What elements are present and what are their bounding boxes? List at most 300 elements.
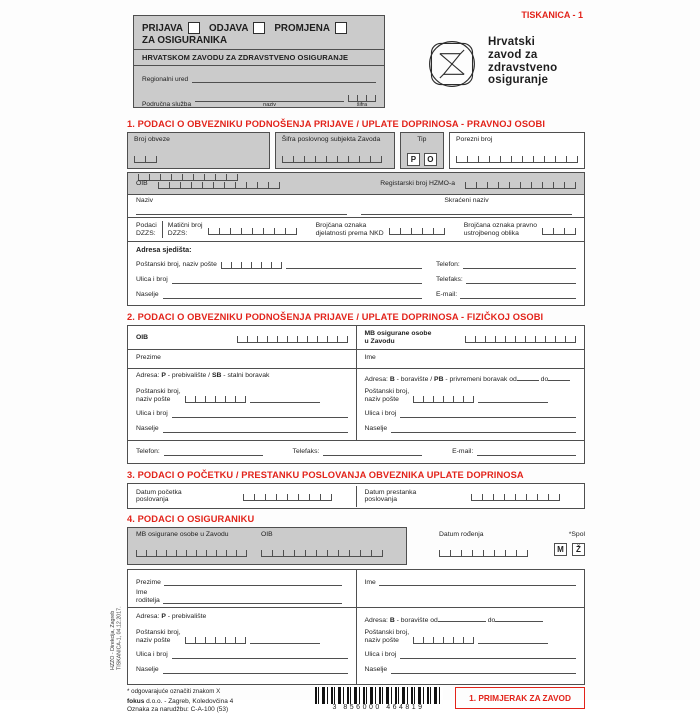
ime-label: Ime	[357, 350, 585, 369]
form-body	[127, 119, 585, 713]
comb-cell	[146, 550, 156, 556]
comb-cell	[226, 550, 236, 556]
ime-roditelja-line2: roditelja	[136, 597, 160, 604]
mb-line1: MB osigurane osobe	[365, 330, 432, 337]
comb-cell	[465, 182, 476, 188]
comb-cell	[257, 336, 267, 342]
comb-cell	[191, 182, 202, 188]
email-field[interactable]	[477, 446, 576, 456]
datum-pocetka-line1: Datum početka	[136, 489, 182, 496]
naselje-field[interactable]	[163, 289, 422, 299]
tip-box	[400, 132, 444, 169]
comb-cell	[235, 182, 246, 188]
for-insured-label: ZA OSIGURANIKA	[142, 35, 376, 46]
comb-cell	[215, 396, 225, 402]
oib-comb[interactable]	[261, 547, 383, 557]
telefaks-label: Telefaks:	[436, 276, 463, 284]
comb-cell	[285, 228, 297, 234]
comb-cell	[515, 494, 526, 500]
comb-cell	[237, 336, 247, 342]
regional-office-field[interactable]	[192, 73, 376, 83]
text-segment: P	[161, 372, 166, 379]
comb-cell	[241, 262, 251, 268]
postal-comb[interactable]	[185, 634, 246, 644]
datum-prestanka-label	[365, 489, 417, 504]
podaci-dzzs-label	[136, 221, 163, 238]
comb-cell	[216, 550, 226, 556]
ulica-label: Ulica i broj	[136, 410, 168, 418]
comb-cell	[548, 494, 560, 500]
adresa-sjedista-title: Adresa sjedišta:	[136, 246, 576, 254]
telefaks-label: Telefaks:	[293, 448, 320, 456]
text-segment: P	[161, 613, 166, 620]
branch-code-comb[interactable]	[348, 92, 376, 102]
comb-cell	[297, 336, 307, 342]
mb-comb[interactable]	[136, 547, 247, 557]
telefaks-field[interactable]	[323, 446, 422, 456]
text-segment: - prebivalište	[166, 613, 206, 620]
adresa-b-line	[365, 372, 577, 386]
prijava-label: PRIJAVA	[142, 23, 183, 34]
skraceni-naziv-field[interactable]	[361, 205, 572, 215]
ulica-field[interactable]	[400, 649, 576, 659]
text-segment: do	[539, 376, 548, 383]
comb-cell	[206, 550, 216, 556]
regional-office-label: Regionalni ured	[142, 76, 188, 83]
postal-label	[136, 388, 181, 403]
comb-cell	[230, 228, 241, 234]
comb-cell	[526, 494, 537, 500]
footnote: * odgovarajuće označiti znakom X	[127, 688, 302, 695]
comb-cell	[366, 95, 376, 101]
nkd-comb[interactable]	[389, 225, 445, 235]
hzzo-logo	[424, 36, 557, 92]
text-segment: - privremeni boravak od	[443, 376, 516, 383]
postal-label	[365, 388, 410, 403]
comb-cell	[463, 396, 474, 402]
datum-pocetka-comb[interactable]	[243, 491, 332, 501]
broj-obveze-box	[127, 132, 270, 169]
branch-name-caption: naziv	[195, 102, 344, 108]
email-field[interactable]	[460, 289, 576, 299]
comb-cell	[252, 228, 263, 234]
footer	[127, 687, 585, 713]
section3-panel	[127, 483, 585, 509]
comb-cell	[370, 156, 382, 162]
comb-cell	[241, 228, 252, 234]
telefaks-field[interactable]	[466, 274, 576, 284]
comb-cell	[545, 336, 555, 342]
datum-rodjenja-label: Datum rođenja	[439, 531, 528, 539]
prezime-field[interactable]	[164, 576, 342, 586]
postal-field[interactable]	[286, 259, 422, 269]
logo-line: osiguranje	[488, 74, 557, 87]
comb-cell	[505, 336, 515, 342]
postal-field[interactable]	[478, 393, 548, 403]
comb-cell	[316, 550, 327, 556]
comb-cell	[511, 156, 522, 162]
comb-cell	[276, 494, 287, 500]
postal-line2: naziv pošte	[365, 396, 399, 403]
spol-m-box[interactable]: M	[554, 543, 567, 556]
comb-cell	[158, 182, 169, 188]
prezime-label: Prezime	[136, 579, 161, 586]
comb-cell	[433, 228, 445, 234]
comb-cell	[305, 550, 316, 556]
comb-cell	[456, 156, 467, 162]
comb-cell	[423, 637, 433, 643]
datum-pocetka-label	[136, 489, 182, 504]
comb-cell	[544, 156, 555, 162]
datum-prestanka-line2: poslovanja	[365, 496, 398, 503]
comb-cell	[443, 396, 453, 402]
divider	[134, 49, 384, 50]
comb-cell	[317, 336, 327, 342]
comb-cell	[478, 156, 489, 162]
spol-label: *Spol	[554, 531, 585, 539]
comb-cell	[309, 494, 320, 500]
comb-cell	[304, 156, 315, 162]
comb-cell	[505, 550, 516, 556]
naziv-field[interactable]	[136, 205, 347, 215]
text-segment: B	[390, 617, 395, 624]
comb-cell	[348, 95, 357, 101]
postal-line2: naziv pošte	[136, 396, 170, 403]
blank-field[interactable]	[438, 613, 486, 622]
comb-cell	[231, 262, 241, 268]
adresa-p-line	[136, 613, 348, 627]
comb-cell	[205, 396, 215, 402]
comb-cell	[265, 494, 276, 500]
naselje-label: Naselje	[136, 666, 159, 674]
datum-rodjenja-comb[interactable]	[439, 547, 528, 557]
naselje-field[interactable]	[163, 423, 348, 433]
comb-cell	[294, 550, 305, 556]
porezni-broj-box	[449, 132, 585, 169]
promjena-checkbox[interactable]	[335, 22, 347, 34]
postal-comb[interactable]	[185, 393, 246, 403]
comb-cell	[565, 336, 576, 342]
mb-oib-box	[127, 527, 407, 565]
telefon-label: Telefon:	[136, 448, 160, 456]
comb-cell	[371, 550, 383, 556]
comb-cell	[359, 156, 370, 162]
branch-office-label: Područna služba	[142, 101, 191, 108]
side-print-note	[110, 592, 123, 670]
postal-field[interactable]	[478, 634, 548, 644]
ulica-field[interactable]	[172, 274, 422, 284]
comb-cell	[475, 336, 485, 342]
comb-cell	[433, 396, 443, 402]
hzzo-logo-icon	[424, 36, 480, 92]
comb-cell	[522, 156, 533, 162]
postal-comb[interactable]	[413, 634, 474, 644]
naselje-label: Naselje	[365, 666, 388, 674]
maticni-line2: DZZS:	[168, 230, 188, 237]
comb-cell	[287, 494, 298, 500]
comb-cell	[553, 228, 564, 234]
telefon-field[interactable]	[164, 446, 263, 456]
datum-prestanka-line1: Datum prestanka	[365, 489, 417, 496]
comb-cell	[337, 156, 348, 162]
porezni-broj-comb[interactable]	[456, 153, 578, 163]
comb-cell	[439, 550, 450, 556]
comb-cell	[185, 637, 195, 643]
comb-cell	[293, 156, 304, 162]
ulica-field[interactable]	[172, 408, 348, 418]
comb-cell	[257, 182, 268, 188]
comb-cell	[465, 336, 475, 342]
sifra-subjekta-box	[275, 132, 395, 169]
mb-comb[interactable]	[465, 333, 576, 343]
spol-z-box[interactable]: Ž	[572, 543, 585, 556]
sifra-subjekta-label: Šifra poslovnog subjekta Zavoda	[282, 136, 388, 144]
comb-cell	[493, 494, 504, 500]
side-note-line2: TISKANICA-1, 04.12.2017.	[117, 606, 123, 670]
divider	[134, 65, 384, 66]
header-box	[133, 15, 385, 108]
text-segment: Adresa:	[136, 613, 161, 620]
text-segment: Adresa:	[365, 617, 390, 624]
comb-cell	[261, 262, 271, 268]
naselje-field[interactable]	[391, 423, 576, 433]
email-label: E-mail:	[452, 448, 473, 456]
telefon-field[interactable]	[463, 259, 576, 269]
barcode-digits: 3 856000 464819	[333, 704, 425, 711]
comb-cell	[156, 550, 166, 556]
printer-line	[127, 698, 302, 706]
skraceni-naziv-label: Skraćeni naziv	[361, 197, 572, 205]
comb-cell	[327, 550, 338, 556]
comb-cell	[348, 156, 359, 162]
postal-label: Poštanski broj, naziv pošte	[136, 261, 217, 269]
comb-cell	[205, 637, 215, 643]
comb-cell	[251, 262, 261, 268]
comb-cell	[450, 550, 461, 556]
nkd-line1: Brojčana oznaka	[316, 222, 367, 229]
ime-label: Ime	[365, 579, 376, 586]
mb-label	[365, 330, 432, 345]
form-code: TISKANICA - 1	[521, 10, 583, 20]
oib-comb[interactable]	[237, 333, 348, 343]
ulica-label: Ulica i broj	[365, 410, 397, 418]
naselje-label: Naselje	[136, 291, 159, 299]
comb-cell	[272, 550, 283, 556]
ulica-field[interactable]	[400, 408, 576, 418]
broj-obveze-label: Broj obveze	[134, 136, 263, 144]
comb-cell	[235, 637, 246, 643]
section1-title: 1. PODACI O OBVEZNIKU PODNOŠENJA PRIJAVE / UPLATE DOPRINOSA - PRAVNOJ OSOBI	[127, 119, 585, 130]
comb-cell	[315, 156, 326, 162]
oblik-line2: ustrojbenog oblika	[464, 230, 519, 237]
comb-cell	[555, 156, 566, 162]
comb-cell	[525, 336, 535, 342]
naselje-field[interactable]	[163, 664, 348, 674]
comb-cell	[471, 494, 482, 500]
comb-cell	[467, 156, 478, 162]
ulica-label: Ulica i broj	[365, 651, 397, 659]
tip-p-box[interactable]: P	[407, 153, 420, 166]
oib-label: OIB	[136, 180, 148, 188]
comb-cell	[224, 182, 235, 188]
telefon-label: Telefon:	[436, 261, 460, 269]
section4-panel	[127, 569, 585, 685]
comb-cell	[535, 336, 545, 342]
comb-cell	[531, 182, 542, 188]
naselje-label: Naselje	[136, 425, 159, 433]
postal-field[interactable]	[250, 634, 320, 644]
postal-comb[interactable]	[221, 259, 282, 269]
comb-cell	[485, 336, 495, 342]
comb-cell	[566, 156, 578, 162]
text-segment: SB	[212, 372, 221, 379]
adresa-b-line	[365, 613, 577, 627]
comb-cell	[463, 637, 474, 643]
nkd-line2: djelatnosti prema NKD	[316, 230, 384, 237]
copy-for-institute-badge: 1. PRIMJERAK ZA ZAVOD	[455, 687, 585, 709]
comb-cell	[196, 550, 206, 556]
sifra-subjekta-comb[interactable]	[282, 153, 382, 163]
oib-comb[interactable]	[158, 179, 280, 189]
comb-cell	[180, 182, 191, 188]
comb-cell	[208, 228, 219, 234]
ime-field[interactable]	[379, 576, 576, 586]
ime-roditelja-line1: Ime	[136, 589, 147, 596]
comb-cell	[337, 336, 348, 342]
order-code: Oznaka za narudžbu: C-A-100 (53)	[127, 706, 302, 713]
broj-obveze-comb-a[interactable]	[134, 153, 157, 163]
naziv-label: Naziv	[136, 197, 347, 205]
comb-cell	[195, 396, 205, 402]
side-note-line1: HZZO - Direkcija, Zagreb	[110, 611, 116, 670]
addressee-label: HRVATSKOM ZAVODU ZA ZDRAVSTVENO OSIGURANJE	[142, 53, 376, 62]
text-segment: Adresa:	[365, 376, 390, 383]
comb-cell	[564, 228, 576, 234]
blank-field[interactable]	[548, 372, 570, 381]
comb-cell	[515, 336, 525, 342]
comb-cell	[136, 550, 146, 556]
comb-cell	[564, 182, 576, 188]
blank-field[interactable]	[495, 613, 543, 622]
comb-cell	[215, 637, 225, 643]
comb-cell	[246, 182, 257, 188]
text-segment: d.o.o. - Zagreb, Koledovčina 4	[144, 698, 233, 705]
ulica-label: Ulica i broj	[136, 651, 168, 659]
blank-field[interactable]	[517, 372, 539, 381]
comb-cell	[283, 550, 294, 556]
comb-cell	[307, 336, 317, 342]
oblik-line1: Brojčana oznaka pravno	[464, 222, 537, 229]
pravni-oblik-comb[interactable]	[542, 225, 576, 235]
comb-cell	[357, 95, 366, 101]
comb-cell	[236, 550, 247, 556]
maticni-broj-comb[interactable]	[208, 225, 297, 235]
comb-cell	[482, 494, 493, 500]
comb-cell	[500, 156, 511, 162]
comb-cell	[247, 336, 257, 342]
postal-field[interactable]	[250, 393, 320, 403]
comb-cell	[263, 228, 274, 234]
postal-line2: naziv pošte	[136, 637, 170, 644]
text-segment: B	[390, 376, 395, 383]
datum-prestanka-comb[interactable]	[471, 491, 560, 501]
maticni-broj-label	[168, 222, 203, 237]
comb-cell	[186, 550, 196, 556]
comb-cell	[533, 156, 544, 162]
podaci-dzzs-line1: Podaci	[136, 222, 157, 230]
postal-line1: Poštanski broj,	[365, 388, 410, 395]
ulica-label: Ulica i broj	[136, 276, 168, 284]
mb-label: MB osigurane osobe u Zavodu	[136, 531, 247, 539]
branch-code-caption: šifra	[357, 102, 367, 108]
comb-cell	[400, 228, 411, 234]
odjava-checkbox[interactable]	[253, 22, 265, 34]
hzmo-label: Registarski broj HZMO-a	[380, 180, 455, 188]
comb-cell	[360, 550, 371, 556]
comb-cell	[555, 336, 565, 342]
section4-title: 4. PODACI O OSIGURANIKU	[127, 514, 585, 525]
comb-cell	[225, 396, 235, 402]
postal-line1: Poštanski broj,	[136, 629, 181, 636]
podaci-dzzs-line2: DZZS:	[136, 230, 157, 238]
comb-cell	[509, 182, 520, 188]
comb-cell	[422, 228, 433, 234]
comb-cell	[433, 637, 443, 643]
comb-cell	[261, 550, 272, 556]
ulica-field[interactable]	[172, 649, 348, 659]
text-segment: fokus	[127, 698, 144, 705]
prijava-checkbox[interactable]	[188, 22, 200, 34]
section1-panel	[127, 172, 585, 306]
comb-cell	[267, 336, 277, 342]
comb-cell	[423, 396, 433, 402]
hzmo-comb[interactable]	[465, 179, 576, 189]
text-segment: od	[428, 617, 437, 624]
ime-roditelja-field[interactable]	[163, 594, 342, 604]
comb-cell	[413, 637, 423, 643]
text-segment: - prebivalište /	[166, 372, 212, 379]
datum-pocetka-line2: poslovanja	[136, 496, 169, 503]
comb-cell	[195, 637, 205, 643]
text-segment: do	[486, 617, 495, 624]
promjena-label: PROMJENA	[274, 23, 330, 34]
comb-cell	[235, 396, 246, 402]
logo-line: zdravstveno	[488, 62, 557, 75]
pravni-oblik-label	[464, 222, 537, 237]
text-segment: - stalni boravak	[221, 372, 269, 379]
tip-label: Tip	[407, 136, 437, 144]
postal-comb[interactable]	[413, 393, 474, 403]
text-segment: Adresa:	[136, 372, 161, 379]
naselje-label: Naselje	[365, 425, 388, 433]
comb-cell	[320, 494, 332, 500]
postal-label	[136, 629, 181, 644]
comb-cell	[166, 550, 176, 556]
branch-office-field[interactable]	[195, 92, 344, 102]
section2-title: 2. PODACI O OBVEZNIKU PODNOŠENJA PRIJAVE / UPLATE DOPRINOSA - FIZIČKOJ OSOBI	[127, 312, 585, 323]
comb-cell	[254, 494, 265, 500]
comb-cell	[169, 182, 180, 188]
comb-cell	[516, 550, 528, 556]
tip-o-box[interactable]: O	[424, 153, 437, 166]
comb-cell	[553, 182, 564, 188]
postal-line1: Poštanski broj,	[136, 388, 181, 395]
naselje-field[interactable]	[391, 664, 576, 674]
hzzo-logo-text	[488, 36, 557, 87]
comb-cell	[327, 336, 337, 342]
comb-cell	[413, 396, 423, 402]
comb-cell	[542, 228, 553, 234]
